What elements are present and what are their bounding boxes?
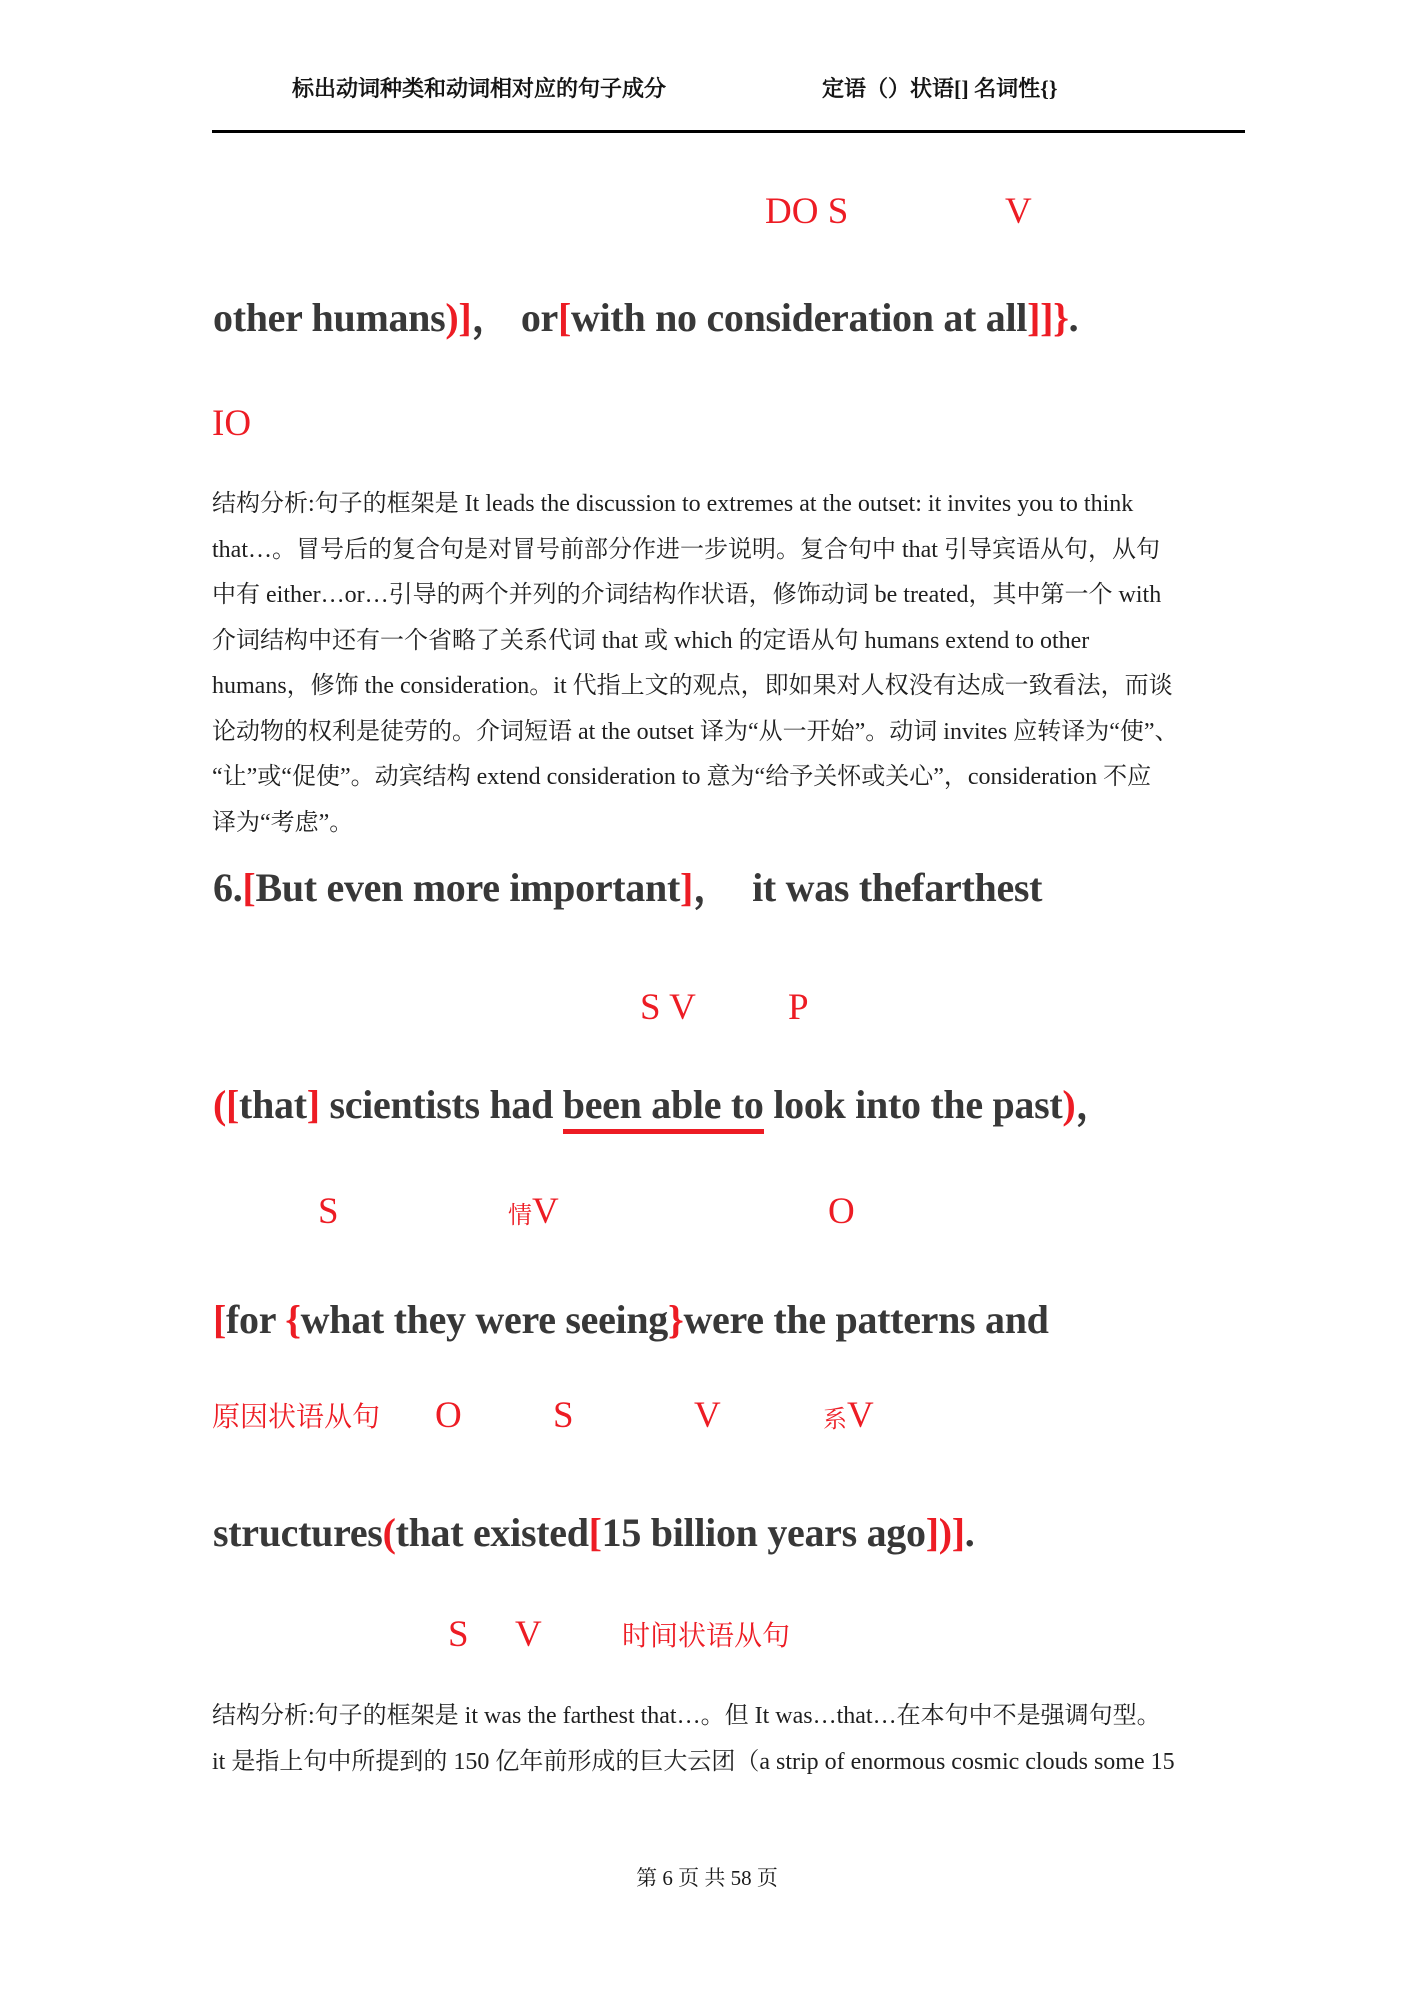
annotation-link-v — [823, 1396, 874, 1437]
modal-char: 情 — [508, 1203, 532, 1229]
paragraph-line: 介词结构中还有一个省略了关系代词 that 或 which 的定语从句 humans extend to other — [212, 627, 1090, 654]
annotation-cause-clause: 原因状语从句 — [212, 1402, 381, 1433]
text-segment: structures — [213, 1510, 383, 1555]
paragraph-line: that…。冒号后的复合句是对冒号前部分作进一步说明。复合句中 that 引导宾语从句，从句 — [212, 536, 1160, 563]
annotation-o: O — [435, 1395, 462, 1436]
annotation-v: V — [1005, 191, 1032, 232]
text-segment: . — [964, 1510, 975, 1555]
annotation-v: V — [694, 1395, 721, 1436]
red-bracket: [ — [213, 1297, 227, 1342]
annotation-s: S — [553, 1395, 574, 1436]
header-bracket-legend: 定语（）状语[] 名词性{} — [822, 76, 1058, 101]
text-segment: what they were seeing — [300, 1297, 668, 1342]
paragraph-line: 译为“考虑”。 — [212, 809, 354, 836]
text-segment: look into the past — [763, 1082, 1063, 1127]
header-left-title: 标出动词种类和动词相对应的句子成分 — [292, 76, 667, 101]
text-segment: ， it was thefarthest — [693, 865, 1043, 910]
paragraph-line: 结构分析:句子的框架是 It leads the discussion to extremes at the outset: it invites you to think — [212, 491, 1134, 517]
annotation-o: O — [828, 1191, 855, 1232]
red-bracket: ] — [306, 1082, 320, 1127]
red-bracket: ])] — [925, 1510, 965, 1555]
annotation-s: S — [318, 1191, 339, 1232]
text-segment: that existed — [395, 1510, 589, 1555]
text-segment: for — [226, 1297, 286, 1342]
text-segment: scientists had — [319, 1082, 563, 1127]
page-number-footer: 第 6 页 共 58 页 — [636, 1866, 778, 1890]
text-segment: 15 billion years ago — [601, 1510, 926, 1555]
header-rule — [212, 130, 1245, 133]
text-segment: that — [239, 1082, 307, 1127]
annotation-time-clause: 时间状语从句 — [622, 1621, 791, 1652]
text-segment: 6. — [213, 865, 243, 910]
red-bracket: ]]} — [1027, 295, 1069, 340]
red-bracket: )] — [445, 295, 472, 340]
red-bracket: ( — [382, 1510, 396, 1555]
red-bracket: [ — [242, 865, 256, 910]
red-bracket: ] — [679, 865, 693, 910]
text-segment: with no consideration at all — [571, 295, 1028, 340]
sentence6-for-clause-line — [213, 1295, 1049, 1345]
text-segment: . — [1068, 295, 1079, 340]
annotation-modal-v — [508, 1192, 559, 1233]
red-bracket: [ — [588, 1510, 602, 1555]
text-segment: ， — [1075, 1082, 1116, 1127]
annotation-v: V — [515, 1614, 542, 1655]
text-segment: other humans — [213, 295, 446, 340]
annotation-s-v: S V — [640, 987, 696, 1028]
red-bracket: ([ — [213, 1082, 240, 1127]
sentence5-continuation-line — [213, 293, 1078, 343]
annotation-s: S — [448, 1614, 469, 1655]
analysis-paragraph-2 — [212, 1694, 1252, 1785]
annotation-do-s: DO S — [765, 191, 849, 232]
annotation-io: IO — [212, 403, 252, 444]
sentence6-that-clause-line — [213, 1080, 1115, 1130]
underlined-segment: been able to — [563, 1082, 764, 1134]
annotation-p: P — [788, 987, 809, 1028]
v-char: V — [532, 1191, 559, 1232]
red-bracket: [ — [558, 295, 572, 340]
paragraph-line: 结构分析:句子的框架是 it was the farthest that…。但 It was…that…在本句中不是强调句型。 — [212, 1703, 1161, 1729]
text-segment: ， or — [471, 295, 558, 340]
paragraph-line: humans，修饰 the consideration。it 代指上文的观点，即如果对人权没有达成一致看法，而谈 — [212, 673, 1173, 699]
paragraph-line: it 是指上句中所提到的 150 亿年前形成的巨大云团（a strip of enormous cosmic clouds some 15 — [212, 1748, 1175, 1775]
link-char: 系 — [823, 1407, 847, 1433]
paragraph-line: “让”或“促使”。动宾结构 extend consideration to 意为“给予关怀或关心”，consideration 不应 — [212, 764, 1152, 790]
text-segment: were the patterns and — [683, 1297, 1049, 1342]
red-bracket: } — [668, 1297, 684, 1342]
sentence6-heading-line — [213, 863, 1042, 913]
paragraph-line: 中有 either…or…引导的两个并列的介词结构作状语，修饰动词 be treated，其中第一个 with — [212, 582, 1162, 608]
analysis-paragraph-1 — [212, 482, 1252, 846]
sentence6-structures-line — [213, 1508, 974, 1558]
paragraph-line: 论动物的权利是徒劳的。介词短语 at the outset 译为“从一开始”。动词 invites 应转译为“使”、 — [212, 718, 1179, 745]
v-char: V — [847, 1395, 874, 1436]
text-segment: But even more important — [255, 865, 680, 910]
red-bracket: ) — [1062, 1082, 1076, 1127]
red-bracket: { — [285, 1297, 301, 1342]
